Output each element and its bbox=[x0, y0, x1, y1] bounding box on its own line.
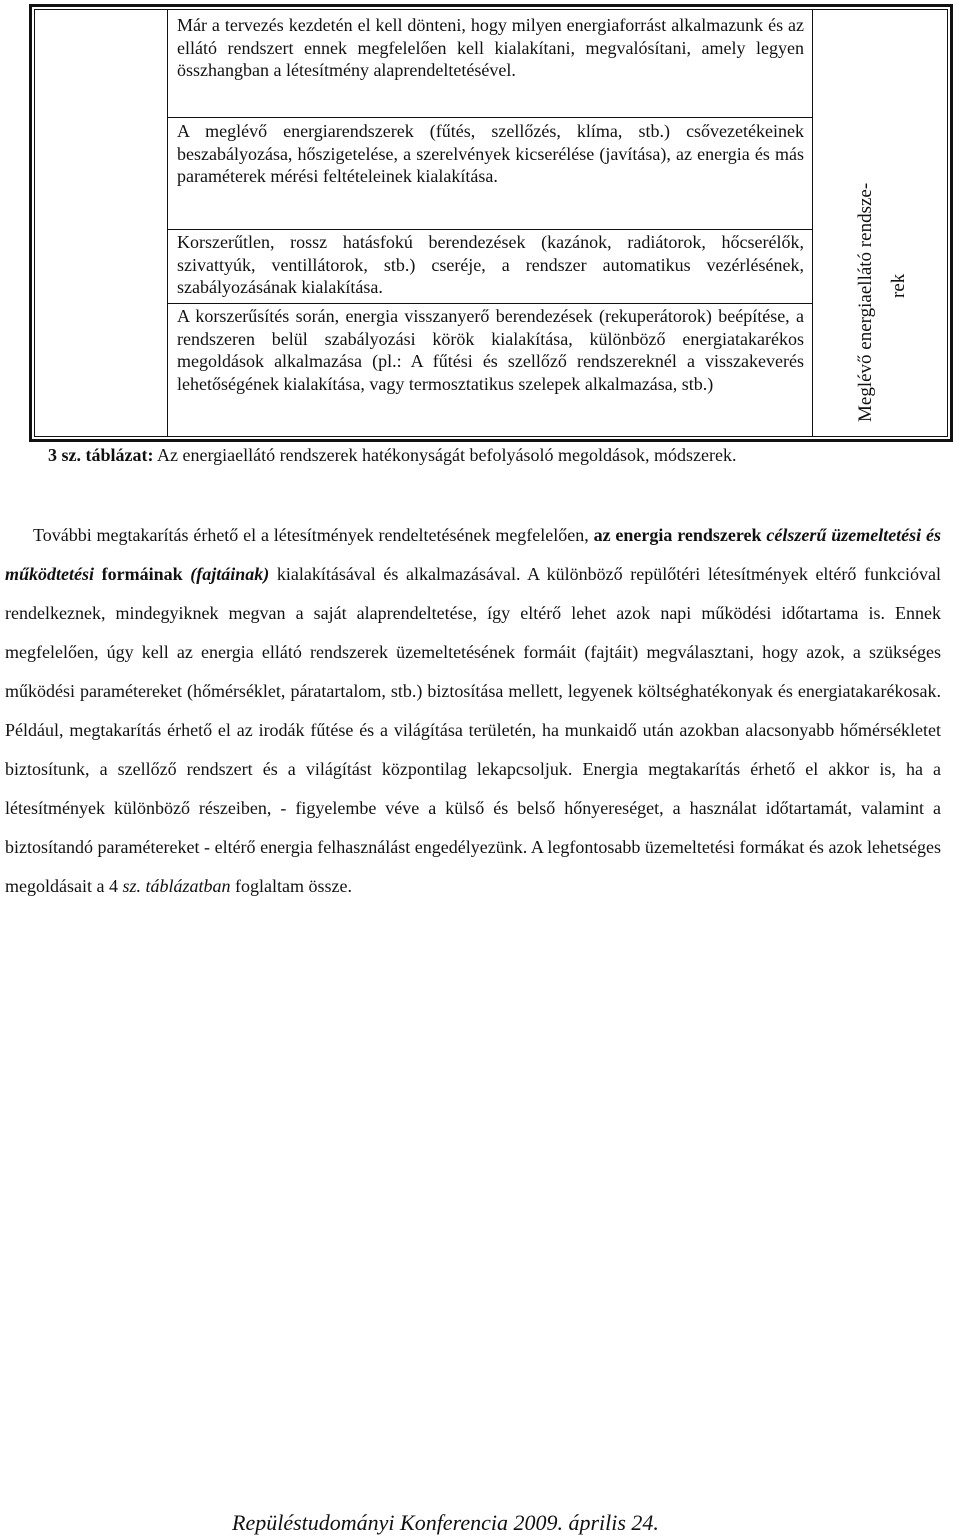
table-row-text: Korszerűtlen, rossz hatásfokú berendezések (kazánok, radiátorok, hőcserélők, szivattyúk, ventillátorok, stb.) cseréje, a rendszer automatikus vezérlésének, szabályozásának kialakítása. bbox=[177, 232, 804, 297]
page-footer: Repüléstudományi Konferencia 2009. április 24. bbox=[232, 1510, 659, 1535]
table-row-text: Már a tervezés kezdetén el kell dönteni, hogy milyen energiaforrást alkalmazunk és az ellátó rendszert ennek megfelelően kell kialakítani, megvalósítani, amely legyen összhangban a létesítmény alaprendeltetésével. bbox=[177, 15, 804, 80]
table-empty-column bbox=[35, 10, 168, 436]
table-row-text: A meglévő energiarendszerek (fűtés, szellőzés, klíma, stb.) csővezetékeinek beszabályozása, hőszigetelése, a szerelvények kicserélése (javítása), az energia és más paraméterek mérési feltételeinek kialakítása. bbox=[177, 121, 804, 186]
table-row-text: A korszerűsítés során, energia visszanyerő berendezések (rekuperátorok) beépítése, a rendszeren belül szabályozási körök kialakítása, különböző energiatakarékos megoldások alkalmazása (pl.: A fűtési és szellőző rendszereknél a visszakeverés lehetőségének kialakítása, vagy termosztatikus szelepek alkalmazása, stb.) bbox=[177, 306, 804, 394]
body-paragraph bbox=[5, 516, 941, 906]
table-row bbox=[167, 304, 812, 444]
body-text-part3: foglaltam össze. bbox=[230, 876, 352, 896]
table-reference: sz. táblázatban bbox=[122, 876, 231, 896]
body-bolditalic-2: (fajtáinak) bbox=[190, 564, 270, 584]
caption-number: 3 sz. táblázat: bbox=[48, 445, 154, 465]
body-text-part2: kialakításával és alkalmazásával. A különböző repülőtéri létesítmények eltérő funkcióval rendelkeznek, mindegyiknek megvan a saját alaprendeltetése, így eltérő lehet azok napi működési időtartama is. Ennek megfelelően, úgy kell az energia ellátó rendszerek üzemeltetésének formáit (fajtáit) megválasztani, hogy azok, a szükséges működési paramétereket (hőmérséklet, páratartalom, stb.) biztosítása mellett, legyenek költséghatékonyak és energiatakarékosak. Például, megtakarítás érhető el az irodák fűtése és a világítása területén, ha munkaidő után azokban alacsonyabb hőmérsékletet biztosítunk, a szellőző rendszert és a világítást központilag lekapcsoljuk. Energia megtakarítás érhető el akkor is, ha a létesítmények különböző részeiben, - figyelembe véve a külső és belső hőnyereséget, a használat időtartamát, valamint a biztosítandó paramétereket - eltérő energia felhasználást engedélyezünk. A legfontosabb üzemeltetési formákat és azok lehetséges megoldásait a 4 bbox=[5, 564, 942, 896]
table-row bbox=[167, 230, 812, 304]
body-bolditalic-1: célszerű üzemeltetési és működtetési bbox=[5, 525, 941, 584]
side-label-line2: rek bbox=[888, 273, 909, 298]
body-bold-2: formáinak bbox=[94, 564, 191, 584]
side-label-column bbox=[812, 10, 947, 436]
table-row bbox=[167, 118, 812, 230]
solutions-table bbox=[29, 4, 953, 442]
table-row bbox=[167, 10, 812, 118]
table-inner-border bbox=[34, 9, 948, 437]
table-content-column bbox=[167, 10, 812, 436]
body-bold-1: az energia rendszerek bbox=[593, 525, 767, 545]
body-text-part1: További megtakarítás érhető el a létesítmények rendeltetésének megfelelően, bbox=[33, 525, 594, 545]
side-label-line1: Meglévő energiaellátó rendsze- bbox=[855, 182, 876, 422]
caption-text: Az energiaellátó rendszerek hatékonyságát befolyásoló megoldások, módszerek. bbox=[153, 445, 737, 465]
table-caption bbox=[48, 445, 736, 466]
